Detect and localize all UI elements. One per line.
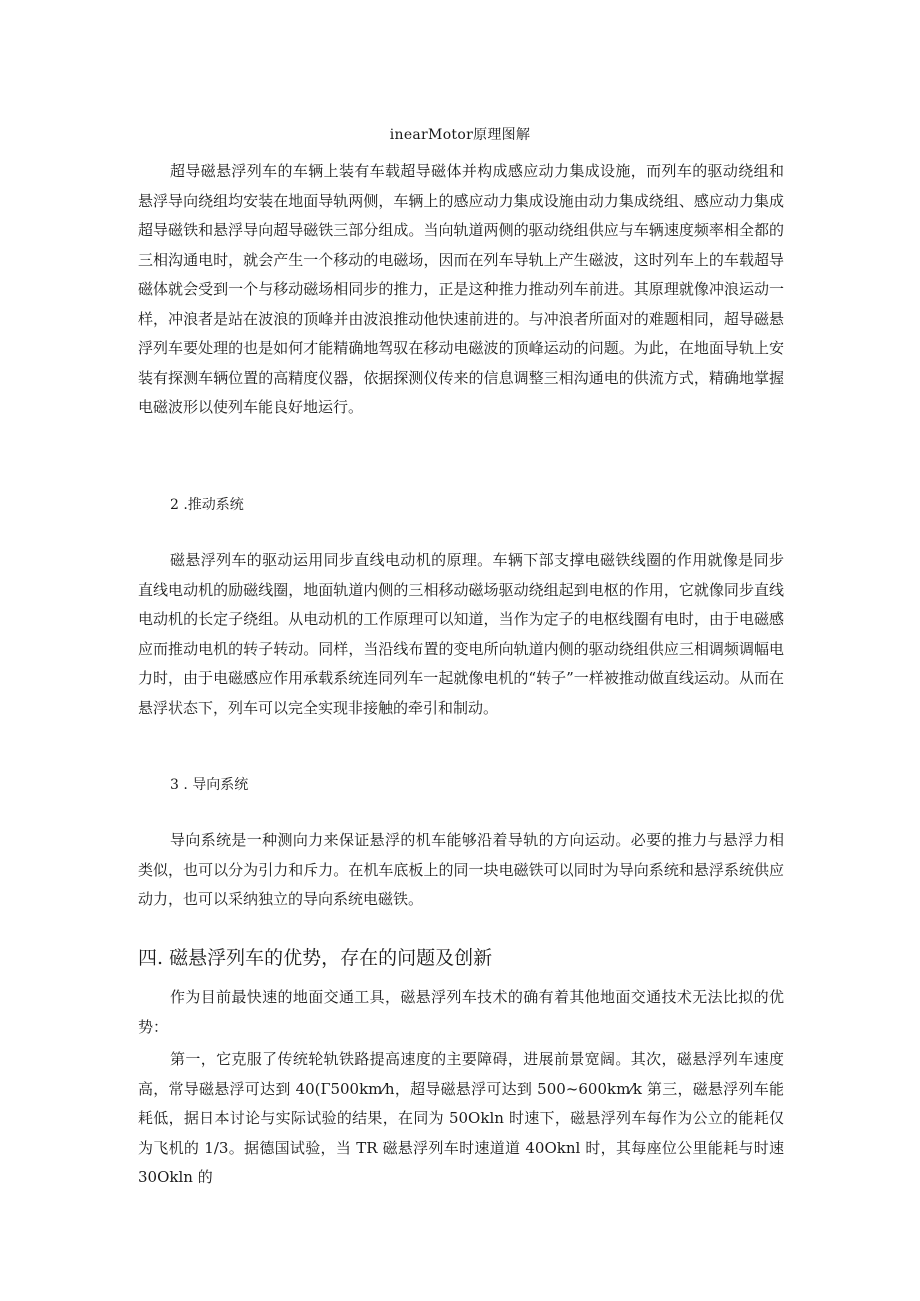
figure-caption: inearMotor原理图解 <box>389 127 531 143</box>
chapter-heading-advantages: 四. 磁悬浮列车的优势，存在的问题及创新 <box>138 947 493 969</box>
section-heading-guidance: 3 . 导向系统 <box>170 777 249 793</box>
paragraph-propulsion: 磁悬浮列车的驱动运用同步直线电动机的原理。车辆下部支撑电磁铁线圈的作用就像是同步直线电动机的励磁线圈，地面轨道内侧的三相移动磁场驱动绕组起到电枢的作用，它就像同步直线电动机的长定子绕组。从电动机的工作原理可以知道，当作为定子的电枢线圈有电时，由于电磁感应而推动电机的转子转动。同样，当沿线布置的变电所向轨道内侧的驱动绕组供应三相调频调幅电力时，由于电磁感应作用承载系统连同列车一起就像电机的“转子”一样被推动做直线运动。从而在悬浮状态下，列车可以完全实现非接触的牵引和制动。 <box>138 551 784 717</box>
section-heading-propulsion: 2 .推动系统 <box>170 497 244 513</box>
paragraph-advantages-intro: 作为目前最快速的地面交通工具，磁悬浮列车技术的确有着其他地面交通技术无法比拟的优势： <box>138 988 784 1036</box>
paragraph-advantages-detail: 第一，它克服了传统轮轨铁路提高速度的主要障碍，进展前景宽阔。其次，磁悬浮列车速度高，常导磁悬浮可达到 40(Г500km⁄h，超导磁悬浮可达到 500~600km⁄k 第三，磁悬浮列车能耗低，据日本讨论与实际试验的结果，在同为 50Okln 时速下，磁悬浮列车每作为公立的能耗仅为飞机的 1/3。据德国试验，当 TR 磁悬浮列车时速道道 40Oknl 时，其每座位公里能耗与时速 30Okln 的 <box>138 1050 784 1186</box>
paragraph-principle: 超导磁悬浮列车的车辆上装有车载超导磁体并构成感应动力集成设施，而列车的驱动绕组和悬浮导向绕组均安装在地面导轨两侧，车辆上的感应动力集成设施由动力集成绕组、感应动力集成超导磁铁和悬浮导向超导磁铁三部分组成。当向轨道两侧的驱动绕组供应与车辆速度频率相全都的三相沟通电时，就会产生一个移动的电磁场，因而在列车导轨上产生磁波，这时列车上的车载超导磁体就会受到一个与移动磁场相同步的推力，正是这种推力推动列车前进。其原理就像冲浪运动一样，冲浪者是站在波浪的顶峰并由波浪推动他快速前进的。与冲浪者所面对的难题相同，超导磁悬浮列车要处理的也是如何才能精确地驾驭在移动电磁波的顶峰运动的问题。为此，在地面导轨上安装有探测车辆位置的高精度仪器，依据探测仪传来的信息调整三相沟通电的供流方式，精确地掌握电磁波形以使列车能良好地运行。 <box>138 162 784 416</box>
paragraph-guidance: 导向系统是一种测向力来保证悬浮的机车能够沿着导轨的方向运动。必要的推力与悬浮力相类似，也可以分为引力和斥力。在机车底板上的同一块电磁铁可以同时为导向系统和悬浮系统供应动力，也可以采纳独立的导向系统电磁铁。 <box>138 831 784 908</box>
